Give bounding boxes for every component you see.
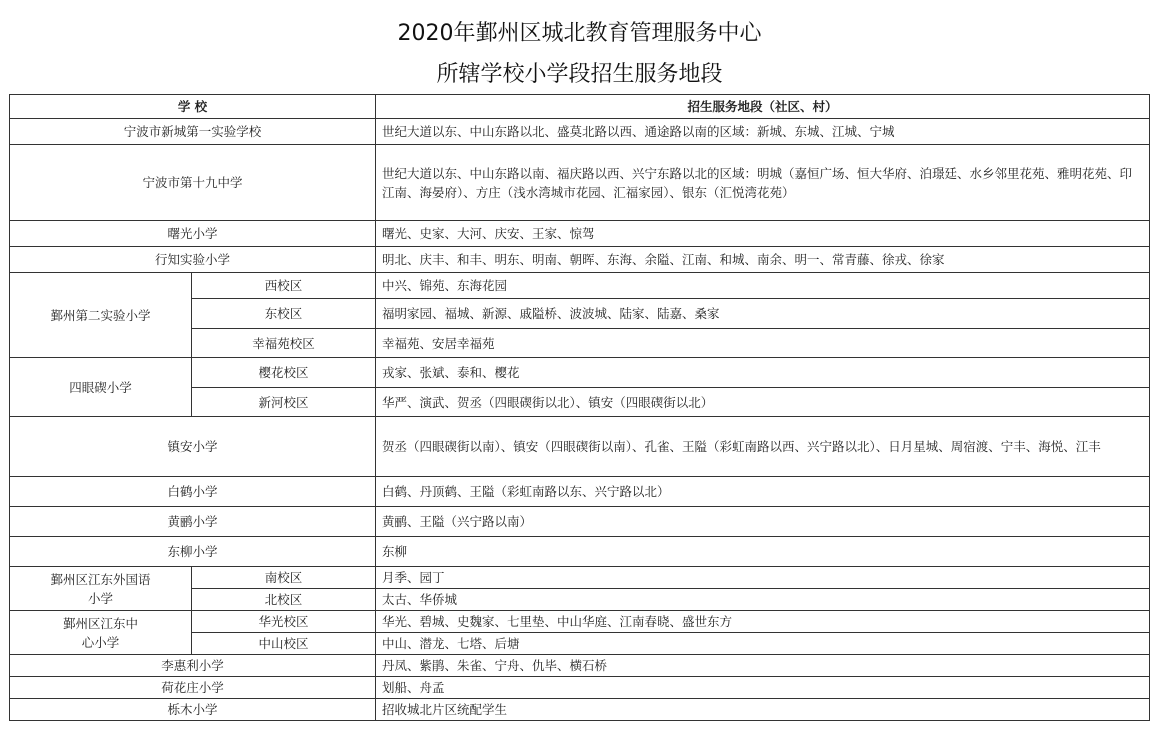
school-name: 鄞州第二实验小学 — [10, 273, 192, 358]
service-area: 世纪大道以东、中山东路以北、盛莫北路以西、通途路以南的区域：新城、东城、江城、宁城 — [376, 119, 1150, 145]
campus-name: 中山校区 — [192, 633, 376, 655]
campus-name: 新河校区 — [192, 388, 376, 417]
table-row — [10, 655, 1150, 677]
table-row — [10, 477, 1150, 507]
service-area: 华严、演武、贺丞（四眼碶街以北）、镇安（四眼碶街以北） — [376, 388, 1150, 417]
campus-name: 樱花校区 — [192, 358, 376, 388]
service-area: 东柳 — [376, 537, 1150, 567]
service-area: 丹凤、紫鹃、朱雀、宁舟、仇毕、横石桥 — [376, 655, 1150, 677]
school-name: 四眼碶小学 — [10, 358, 192, 417]
service-area: 月季、园丁 — [376, 567, 1150, 589]
campus-name: 西校区 — [192, 273, 376, 299]
school-name: 东柳小学 — [10, 537, 376, 567]
table-row — [10, 358, 1150, 388]
table-row — [10, 567, 1150, 589]
school-name: 宁波市新城第一实验学校 — [10, 119, 376, 145]
campus-name: 南校区 — [192, 567, 376, 589]
school-name: 李惠利小学 — [10, 655, 376, 677]
service-area: 世纪大道以东、中山东路以南、福庆路以西、兴宁东路以北的区域：明城（嘉恒广场、恒大华府、泊璟廷、水乡邻里花苑、雅明花苑、印江南、海晏府）、方庄（浅水湾城市花园、汇福家园）、银东（汇悦湾花苑） — [376, 145, 1150, 221]
service-area: 中山、潜龙、七塔、后塘 — [376, 633, 1150, 655]
service-area: 招收城北片区统配学生 — [376, 699, 1150, 721]
table-row — [10, 221, 1150, 247]
table-row — [10, 677, 1150, 699]
service-area: 中兴、锦苑、东海花园 — [376, 273, 1150, 299]
table-row — [10, 145, 1150, 221]
campus-name: 东校区 — [192, 299, 376, 329]
service-area: 幸福苑、安居幸福苑 — [376, 329, 1150, 358]
table-header-row — [10, 95, 1150, 119]
school-name: 鄞州区江东中心小学 — [10, 611, 192, 655]
service-area: 黄鹂、王隘（兴宁路以南） — [376, 507, 1150, 537]
table-row — [10, 699, 1150, 721]
page-title-line-2: 所辖学校小学段招生服务地段 — [436, 62, 723, 87]
table-row — [10, 247, 1150, 273]
service-area: 福明家园、福城、新源、戚隘桥、波波城、陆家、陆嘉、桑家 — [376, 299, 1150, 329]
header-area: 招生服务地段（社区、村） — [376, 95, 1150, 119]
service-area: 曙光、史家、大河、庆安、王家、惊驾 — [376, 221, 1150, 247]
service-area: 华光、碧城、史魏家、七里垫、中山华庭、江南春晓、盛世东方 — [376, 611, 1150, 633]
service-area: 划船、舟孟 — [376, 677, 1150, 699]
school-name: 黄鹂小学 — [10, 507, 376, 537]
service-area: 太古、华侨城 — [376, 589, 1150, 611]
school-name: 曙光小学 — [10, 221, 376, 247]
school-name: 行知实验小学 — [10, 247, 376, 273]
table-row — [10, 417, 1150, 477]
service-area: 贺丞（四眼碶街以南）、镇安（四眼碶街以南）、孔雀、王隘（彩虹南路以西、兴宁路以北）、日月星城、周宿渡、宁丰、海悦、江丰 — [376, 417, 1150, 477]
table-row — [10, 537, 1150, 567]
header-school: 学 校 — [10, 95, 376, 119]
campus-name: 幸福苑校区 — [192, 329, 376, 358]
school-name: 栎木小学 — [10, 699, 376, 721]
service-area: 戎家、张斌、泰和、樱花 — [376, 358, 1150, 388]
school-name: 宁波市第十九中学 — [10, 145, 376, 221]
table-row — [10, 507, 1150, 537]
service-area: 白鹤、丹顶鹤、王隘（彩虹南路以东、兴宁路以北） — [376, 477, 1150, 507]
table-row — [10, 611, 1150, 633]
school-name: 鄞州区江东外国语小学 — [10, 567, 192, 611]
campus-name: 北校区 — [192, 589, 376, 611]
service-area: 明北、庆丰、和丰、明东、明南、朝晖、东海、余隘、江南、和城、南余、明一、常青藤、徐戎、徐家 — [376, 247, 1150, 273]
campus-name: 华光校区 — [192, 611, 376, 633]
table-row — [10, 119, 1150, 145]
page-title-line-1: 2020年鄞州区城北教育管理服务中心 — [397, 21, 762, 46]
table-row — [10, 273, 1150, 299]
enrollment-table — [9, 94, 1150, 721]
school-name: 荷花庄小学 — [10, 677, 376, 699]
school-name: 镇安小学 — [10, 417, 376, 477]
school-name: 白鹤小学 — [10, 477, 376, 507]
